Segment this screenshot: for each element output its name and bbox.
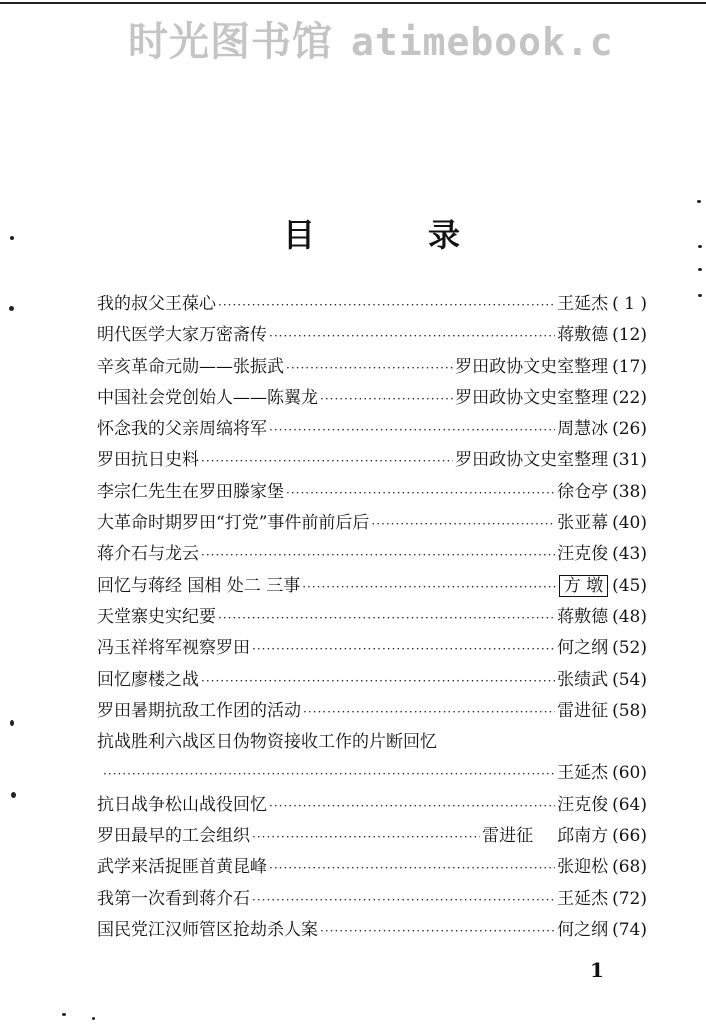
entry-title: 回忆廖楼之战	[97, 669, 199, 690]
entry-author: 罗田政协文史室整理	[455, 450, 609, 471]
entry-title: 罗田最早的工会组织	[97, 826, 250, 847]
leader-dots	[320, 924, 555, 938]
leader-dots	[286, 361, 453, 375]
entry-author: 雷进征	[557, 700, 609, 721]
entry-author: 罗田政协文史室整理	[455, 356, 609, 377]
entry-title: 李宗仁先生在罗田滕家堡	[97, 481, 284, 502]
toc-entry	[97, 508, 647, 539]
toc-entry	[97, 633, 647, 664]
entry-title: 天堂寨史实纪要	[97, 606, 216, 627]
leader-dots	[201, 548, 555, 562]
entry-author: 邱南方	[557, 826, 609, 847]
entry-page: (12)	[612, 325, 647, 346]
toc-entry	[97, 665, 647, 696]
entry-title: 抗战胜利六战区日伪物资接收工作的片断回忆	[97, 732, 437, 753]
leader-dots	[303, 705, 555, 719]
top-border-line	[0, 2, 706, 4]
leader-dots	[320, 392, 453, 406]
entry-author: 张绩武	[557, 669, 609, 690]
entry-title: 我第一次看到蒋介石	[97, 888, 250, 909]
entry-author: 蒋敷德	[557, 325, 609, 346]
leader-dots	[371, 517, 555, 531]
entry-title: 中国社会党创始人——陈翼龙	[97, 387, 318, 408]
watermark-cjk: 时光图书馆	[128, 19, 333, 65]
scan-speck	[698, 294, 702, 297]
leader-dots	[218, 611, 555, 625]
entry-page: (26)	[612, 419, 647, 440]
entry-author: 何之纲	[557, 919, 609, 940]
toc-entry	[97, 571, 647, 602]
scan-speck	[10, 720, 14, 726]
entry-author: 何之纲	[557, 638, 609, 659]
entry-page: ( 1 )	[612, 294, 647, 314]
toc-entry	[97, 884, 647, 915]
toc-entry	[97, 696, 647, 727]
toc-entry	[97, 852, 647, 883]
entry-page: (22)	[612, 387, 647, 408]
entry-page: (48)	[612, 606, 647, 627]
leader-dots	[269, 423, 555, 437]
entry-page: (31)	[612, 450, 647, 471]
toc-entry	[97, 383, 647, 414]
entry-author: 罗田政协文史室整理	[455, 387, 609, 408]
toc-entry	[97, 352, 647, 383]
scan-speck	[698, 268, 702, 271]
entry-page: (74)	[612, 919, 647, 940]
page-title	[0, 210, 706, 260]
toc-entry	[97, 445, 647, 476]
entry-author: 汪克俊	[557, 544, 609, 565]
leader-dots	[252, 830, 480, 844]
entry-author-boxed: 方 墩	[559, 575, 608, 597]
toc-entry	[97, 821, 647, 852]
entry-title: 罗田抗日史料	[97, 450, 199, 471]
toc-entry	[97, 539, 647, 570]
toc-entry	[97, 414, 647, 445]
toc-entry	[97, 790, 647, 821]
toc-entry-title-line	[97, 727, 647, 758]
entry-title: 罗田暑期抗敌工作团的活动	[97, 700, 301, 721]
entry-title: 回忆与蒋经 国相 处二 三事	[97, 575, 301, 596]
leader-dots	[286, 486, 555, 500]
toc-entry	[97, 915, 647, 946]
entry-page: (40)	[612, 513, 647, 534]
entry-page: (52)	[612, 638, 647, 659]
leader-dots	[269, 861, 555, 875]
entry-page: (64)	[612, 794, 647, 815]
leader-dots	[201, 674, 555, 688]
toc-entry	[97, 320, 647, 351]
scan-speck	[10, 236, 14, 240]
toc-entry	[97, 289, 647, 320]
toc-entry-continuation	[97, 758, 647, 789]
entry-title: 大革命时期罗田“打党”事件前前后后	[97, 513, 370, 534]
entry-author: 蒋敷德	[557, 606, 609, 627]
entry-coauthor: 雷进征	[482, 826, 534, 847]
page-number: 1	[590, 958, 604, 982]
entry-page: (60)	[612, 763, 647, 784]
entry-title: 怀念我的父亲周缟将军	[97, 419, 267, 440]
entry-author: 张迎松	[557, 857, 609, 878]
scan-speck	[9, 306, 14, 311]
title-char-2: 录	[428, 216, 461, 254]
entry-page: (72)	[612, 888, 647, 909]
scan-speck	[92, 1017, 95, 1020]
entry-page: (68)	[612, 857, 647, 878]
scan-speck	[11, 792, 16, 798]
entry-page: (54)	[612, 669, 647, 690]
entry-title: 冯玉祥将军视察罗田	[97, 638, 250, 659]
leader-dots	[302, 580, 556, 594]
entry-author: 周慧冰	[557, 419, 609, 440]
entry-page: (66)	[612, 826, 647, 847]
scan-speck	[62, 1013, 66, 1016]
entry-title: 武学来活捉匪首黄昆峰	[97, 857, 267, 878]
leader-dots	[201, 454, 453, 468]
watermark	[128, 10, 614, 67]
entry-page: (43)	[612, 544, 647, 565]
scan-speck	[698, 245, 702, 248]
leader-dots	[252, 642, 555, 656]
table-of-contents	[97, 289, 647, 946]
watermark-latin: atimebook.c	[351, 20, 614, 64]
entry-title: 蒋介石与龙云	[97, 544, 199, 565]
entry-title: 明代医学大家万密斋传	[97, 325, 267, 346]
entry-page: (58)	[612, 700, 647, 721]
entry-title: 国民党江汉师管区抢劫杀人案	[97, 919, 318, 940]
scan-speck	[697, 200, 701, 203]
entry-author: 徐仓亭	[557, 481, 609, 502]
leader-dots	[103, 767, 555, 781]
leader-dots	[252, 893, 555, 907]
entry-title: 抗日战争松山战役回忆	[97, 794, 267, 815]
toc-entry	[97, 602, 647, 633]
entry-author: 王延杰	[557, 763, 609, 784]
entry-author: 汪克俊	[557, 794, 609, 815]
toc-entry	[97, 477, 647, 508]
entry-author: 王延杰	[557, 888, 609, 909]
entry-title: 我的叔父王葆心	[97, 294, 216, 314]
entry-page: (38)	[612, 481, 647, 502]
entry-author: 王延杰	[557, 294, 609, 314]
entry-page: (45)	[612, 575, 647, 596]
leader-dots	[269, 329, 555, 343]
entry-title: 辛亥革命元勋——张振武	[97, 356, 284, 377]
entry-page: (17)	[612, 356, 647, 377]
leader-dots	[269, 799, 555, 813]
leader-dots	[218, 298, 555, 312]
title-char-1: 目	[283, 216, 316, 254]
entry-author: 张亚幕	[557, 513, 609, 534]
